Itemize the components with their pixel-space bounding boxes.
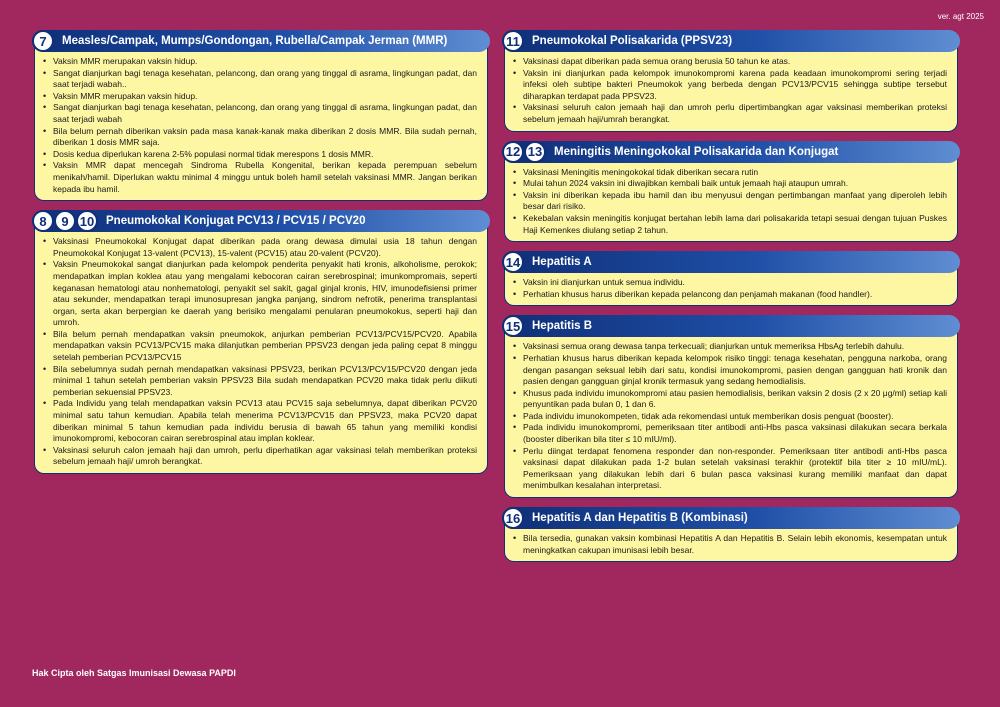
section-ppsv23 (502, 30, 960, 132)
section-number-badge: 7 (32, 30, 54, 52)
section-number-badge: 15 (502, 315, 524, 337)
list-item: • Dosis kedua diperlukan karena 2-5% populasi normal tidak merespons 1 dosis MMR. (43, 149, 477, 161)
section-header (32, 30, 490, 52)
list-item: • Sangat dianjurkan bagi tenaga kesehatan, pelancong, dan orang yang tinggal di asrama, lingkungan padat, dan saat terjadi wabah.. (43, 68, 477, 91)
section-body (34, 226, 488, 474)
section-title: Meningitis Meningokokal Polisakarida dan Konjugat (554, 145, 839, 158)
copyright-label: Hak Cipta oleh Satgas Imunisasi Dewasa PAPDI (32, 668, 236, 678)
section-number-badge: 10 (76, 210, 98, 232)
list-item: • Perhatian khusus harus diberikan kepada pelancong dan penjamah makanan (food handler). (513, 289, 947, 301)
section-body (504, 46, 958, 132)
list-item: • Bila belum pernah mendapatkan vaksin pneumokok, anjurkan pemberian PCV13/PCV15/PCV20. Apabila mendapatkan vaksin PCV13/PCV15 maka dilanjutkan pemberian PPSV23 dengan jeda paling cepat 8 minggu setelah pemberian PCV13/PCV15 (43, 329, 477, 364)
section-header (502, 251, 960, 273)
section-hepatitis-b (502, 315, 960, 498)
section-title: Pneumokokal Polisakarida (PPSV23) (532, 35, 733, 47)
section-title: Hepatitis A (532, 256, 592, 269)
list-item: • Mulai tahun 2024 vaksin ini diwajibkan kembali baik untuk jemaah haji ataupun umrah. (513, 178, 947, 190)
section-header (502, 507, 960, 529)
list-item: • Vaksin ini dianjurkan pada kelompok imunokompromi karena pada keadaan imunokompromi sering terjadi infeksi oleh subtipe bakteri Pneumokok yang berbeda dengan PCV13/PCV15 sehingga subtipe tersebut diharapkan terdapat pada PPSV23. (513, 68, 947, 103)
list-item: • Kekebalan vaksin meningitis konjugat bertahan lebih lama dari polisakarida tetapi sesuai dengan tujuan Puskes Haji Kemenkes diulang setiap 2 tahun. (513, 213, 947, 236)
list-item: • Pada Individu yang telah mendapatkan vaksin PCV13 atau PCV15 saja sebelumnya, dapat diberikan PCV20 minimal satu tahun kemudian. Apabila telah menerima PCV13/PCV15 dan PPSV23, maka PCV20 dapat diberikan minimal 5 tahun kemudian pada individu berusia di bawah 65 tahun yang memiliki kondisi imunokompromi, kebocoran cairan serebrospinal atau implan koklear. (43, 398, 477, 444)
version-label: ver. agt 2025 (937, 12, 984, 21)
section-number-badge: 11 (502, 30, 524, 52)
section-header (32, 210, 490, 232)
list-item: • Vaksin MMR merupakan vaksin hidup. (43, 91, 477, 103)
right-column (502, 30, 960, 571)
list-item: • Vaksin ini diberikan kepada ibu hamil dan ibu menyusui dengan pertimbangan manfaat yang diperoleh lebih besar dari risiko. (513, 190, 947, 213)
section-number-badge: 14 (502, 251, 524, 273)
list-item: • Vaksin ini dianjurkan untuk semua individu. (513, 277, 947, 289)
list-item: • Sangat dianjurkan bagi tenaga kesehatan, pelancong, dan orang yang tinggal di asrama, lingkungan padat, dan saat terjadi wabah (43, 102, 477, 125)
bullet-list (513, 56, 947, 126)
section-body (34, 46, 488, 201)
section-body (504, 157, 958, 243)
section-title: Hepatitis A dan Hepatitis B (Kombinasi) (532, 512, 748, 525)
section-number-badge: 8 (32, 210, 54, 232)
list-item: • Vaksinasi semua orang dewasa tanpa terkecuali; dianjurkan untuk memeriksa HbsAg terlebih dahulu. (513, 341, 947, 353)
bullet-list (513, 533, 947, 556)
list-item: • Bila tersedia, gunakan vaksin kombinasi Hepatitis A dan Hepatitis B. Selain lebih ekonomis, kesempatan untuk meningkatkan cakupan imunisasi lebih besar. (513, 533, 947, 556)
bullet-list (43, 56, 477, 195)
section-header (502, 141, 960, 163)
list-item: • Bila belum pernah diberikan vaksin pada masa kanak-kanak maka diberikan 2 dosis MMR. Bila sudah pernah, diberikan 1 dosis MMR saja. (43, 126, 477, 149)
section-body (504, 331, 958, 498)
section-pcv (32, 210, 490, 474)
bullet-list (513, 277, 947, 300)
list-item: • Khusus pada individu imunokompromi atau pasien hemodialisis, berikan vaksin 2 dosis (2 x 20 μg/ml) setiap kali penyuntikan pada bulan 0, 1 dan 6. (513, 388, 947, 411)
section-meningitis (502, 141, 960, 243)
section-number-badge: 12 (502, 141, 524, 163)
left-column (32, 30, 490, 483)
list-item: • Pada individu imunokompromi, pemeriksaan titer antibodi anti-Hbs pasca vaksinasi dilakukan secara berkala (booster diberikan bila titer ≤ 10 mIU/ml). (513, 422, 947, 445)
list-item: • Vaksinasi dapat diberikan pada semua orang berusia 50 tahun ke atas. (513, 56, 947, 68)
section-mmr (32, 30, 490, 201)
bullet-list (43, 236, 477, 468)
list-item: • Perhatian khusus harus diberikan kepada kelompok risiko tinggi: tenaga kesehatan, pengguna narkoba, orang dengan pasangan seksual lebih dari satu, kondisi imunokompromi, pasien dengan gangguan hati kronik dan pasien dengan gangguan ginjal kronik termasuk yang sedang hemodialisis. (513, 353, 947, 388)
bullet-list (513, 341, 947, 492)
section-header (502, 30, 960, 52)
section-number-badge: 16 (502, 507, 524, 529)
list-item: • Vaksinasi Pneumokokal Konjugat dapat diberikan pada orang dewasa dimulai usia 18 tahun dengan Pneumokokal Konjugat 13-valent (PCV13), 15-valent (PCV15) atau 20-valent (PCV20). (43, 236, 477, 259)
section-hepatitis-ab (502, 507, 960, 562)
section-header (502, 315, 960, 337)
list-item: • Vaksin MMR merupakan vaksin hidup. (43, 56, 477, 68)
list-item: • Pada individu imunokompeten, tidak ada rekomendasi untuk memberikan dosis penguat (booster). (513, 411, 947, 423)
list-item: • Vaksinasi Meningitis meningokokal tidak diberikan secara rutin (513, 167, 947, 179)
bullet-list (513, 167, 947, 237)
section-hepatitis-a (502, 251, 960, 306)
list-item: • Perlu diingat terdapat fenomena responder dan non-responder. Pemeriksaan titer antibodi anti-Hbs pasca vaksinasi dapat dilakukan pada 1-2 bulan setelah vaksinasi terakhir (protektif bila titer ≥ 10 mIU/mL). Pemeriksaan yang dilakukan lebih dari 6 bulan pasca vaksinasi kurang memiliki manfaat dan dapat menimbulkan kesalahan interpretasi. (513, 446, 947, 492)
section-number-badge: 9 (54, 210, 76, 232)
section-title: Measles/Campak, Mumps/Gondongan, Rubella/Campak Jerman (MMR) (62, 35, 448, 47)
section-number-badge: 13 (524, 141, 546, 163)
section-title: Pneumokokal Konjugat PCV13 / PCV15 / PCV20 (106, 215, 366, 228)
list-item: • Bila sebelumnya sudah pernah mendapatkan vaksinasi PPSV23, berikan PCV13/PCV15/PCV20 dengan jeda minimal 1 tahun setelah pemberian vaksin PPSV23 Bila sudah mendapatkan PCV20 maka tidak perlu diikuti pemberian sekuensial PPSV23. (43, 364, 477, 399)
list-item: • Vaksin MMR dapat mencegah Sindroma Rubella Kongenital, berikan kepada perempuan sebelum menikah/hamil. Diperlukan waktu minimal 4 minggu untuk boleh hamil setelah vaksinasi MMR. Jangan berikan kepada ibu hamil. (43, 160, 477, 195)
section-title: Hepatitis B (532, 320, 593, 333)
list-item: • Vaksin Pneumokokal sangat dianjurkan pada kelompok penderita penyakit hati kronis, alkoholisme, perokok; mendapatkan implan koklea atau yang mengalami kebocoran cairan serebrospinal; imunkompromais, seperti keganasan hematologi atau nonhematologi, penyakit sel sakit, gagal ginjal kronis, HIV, imunodefisiensi primer atau sekunder, mendapatkan terapi imunosupresan jangka panjang, sindrom nefrotik, penerima transplantasi organ, serta akan berpergian ke daerah yang berisiko mengalami penularan pneumokokus, seperti haji dan umroh. (43, 259, 477, 329)
list-item: • Vaksinasi seluruh calon jemaah haji dan umroh, perlu diperhatikan agar vaksinasi telah memberikan proteksi sebelum jemaah haji/ umroh berangkat. (43, 445, 477, 468)
list-item: • Vaksinasi seluruh calon jemaah haji dan umroh perlu dipertimbangkan agar vaksinasi memberikan proteksi sebelum jemaah haji/umrah berangkat. (513, 102, 947, 125)
